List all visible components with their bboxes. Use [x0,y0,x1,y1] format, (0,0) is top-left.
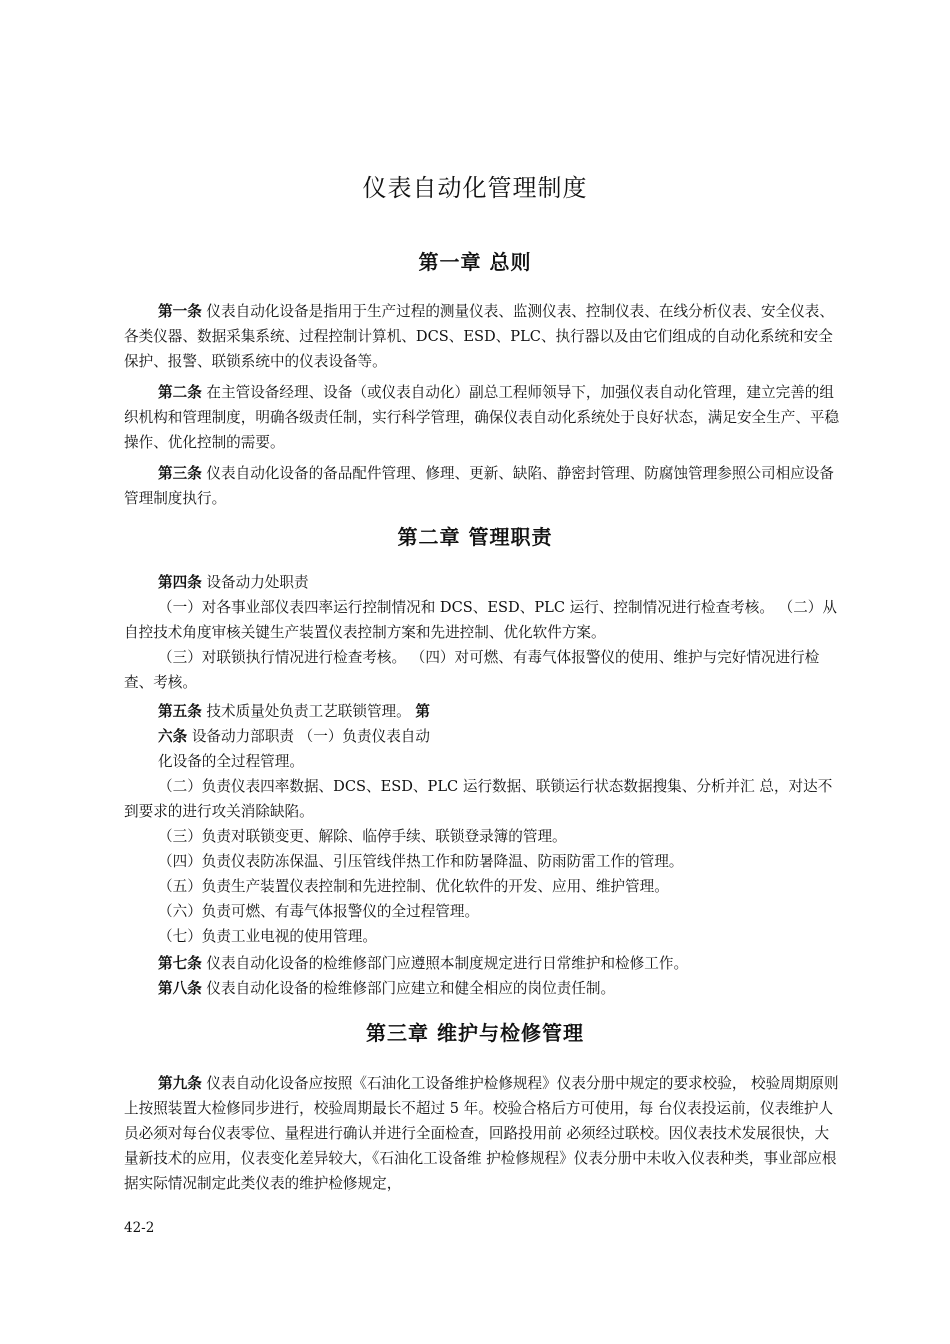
article-9 [124,1071,840,1196]
article-6-item-7: （七）负责工业电视的使用管理。 [158,928,377,945]
page-number: 42-2 [124,1220,155,1236]
article-8 [124,976,840,1001]
article-2 [124,380,840,455]
article-4 [124,570,840,595]
chapter-2-heading: 第二章 管理职责 [397,525,553,549]
article-1-label: 第一条 [158,303,202,320]
article-6-item-6: （六）负责可燃、有毒气体报警仪的全过程管理。 [158,903,480,920]
article-4-items-1-2: （一）对各事业部仪表四率运行控制情况和 DCS、ESD、PLC 运行、控制情况进行检查考核。 （二）从自控技术角度审核关键生产装置仪表控制方案和先进控制、优化软件方案。 [124,599,837,641]
article-6-item-3: （三）负责对联锁变更、解除、临停手续、联锁登录簿的管理。 [158,828,567,845]
article-4-text: 设备动力处职责 [201,574,309,591]
article-5-label: 第五条 [158,703,202,720]
article-8-text: 仪表自动化设备的检维修部门应建立和健全相应的岗位责任制。 [201,980,616,997]
article-3 [124,461,840,511]
chapter-3-body [124,1071,840,1196]
article-6-item-5: （五）负责生产装置仪表控制和先进控制、优化软件的开发、应用、维护管理。 [158,878,669,895]
article-2-text: 在主管设备经理、设备（或仪表自动化）副总工程师领导下，加强仪表自动化管理，建立完善的组织机构和管理制度，明确各级责任制，实行科学管理，确保仪表自动化系统处于良好状态，满足安全生产、平稳操作、优化控制的需要。 [124,384,840,451]
article-9-label: 第九条 [158,1075,202,1092]
article-3-label: 第三条 [158,465,202,482]
article-6-text-2: 化设备的全过程管理。 [158,753,304,770]
article-5-text: 技术质量处负责工艺联锁管理。 [201,703,416,720]
article-1 [124,299,840,374]
article-6-text-1: 设备动力部职责 （一）负责仪表自动 [187,728,430,745]
article-7-label: 第七条 [158,955,202,972]
article-2-label: 第二条 [158,384,202,401]
article-5-6 [124,699,840,774]
article-1-text: 仪表自动化设备是指用于生产过程的测量仪表、监测仪表、控制仪表、在线分析仪表、安全仪表、各类仪器、数据采集系统、过程控制计算机、DCS、ESD、PLC、执行器以及由它们组成的自动化系统和安全保护、报警、联锁系统中的仪表设备等。 [124,303,834,370]
chapter-1-heading: 第一章 总则 [418,250,532,274]
article-9-text: 仪表自动化设备应按照《石油化工设备维护检修规程》仪表分册中规定的要求校验， 校验周期原则上按照装置大检修同步进行，校验周期最长不超过 5 年。校验合格后方可使用，每 台仪表投运前，仪表维护人员必须对每台仪表零位、量程进行确认并进行全面检查，回路投用前 必须经过联校。因仪表技术发展很快，大量新技术的应用，仪表变化差异较大，《石油化工设备维 护检修规程》仪表分册中未收入仪表种类，事业部应根据实际情况制定此类仪表的维护检修规定， [124,1075,839,1192]
article-6-item-2: （二）负责仪表四率数据、DCS、ESD、PLC 运行数据、联锁运行状态数据搜集、分析并汇 总，对达不到要求的进行攻关消除缺陷。 [124,778,833,820]
article-7-text: 仪表自动化设备的检维修部门应遵照本制度规定进行日常维护和检修工作。 [201,955,689,972]
article-4-items-3-4: （三）对联锁执行情况进行检查考核。 （四）对可燃、有毒气体报警仪的使用、维护与完好情况进行检查、考核。 [124,649,820,691]
document-title: 仪表自动化管理制度 [362,174,588,202]
article-6-label-post: 六条 [158,728,188,745]
article-7 [124,951,840,976]
chapter-1-body [124,299,840,511]
article-6-label-pre: 第 [415,703,430,720]
article-3-text: 仪表自动化设备的备品配件管理、修理、更新、缺陷、静密封管理、防腐蚀管理参照公司相应设备管理制度执行。 [124,465,834,507]
article-4-label: 第四条 [158,574,202,591]
article-6-item-4: （四）负责仪表防冻保温、引压管线伴热工作和防暑降温、防雨防雷工作的管理。 [158,853,684,870]
article-8-label: 第八条 [158,980,202,997]
chapter-2-body [124,570,840,1001]
chapter-3-heading: 第三章 维护与检修管理 [366,1021,584,1045]
